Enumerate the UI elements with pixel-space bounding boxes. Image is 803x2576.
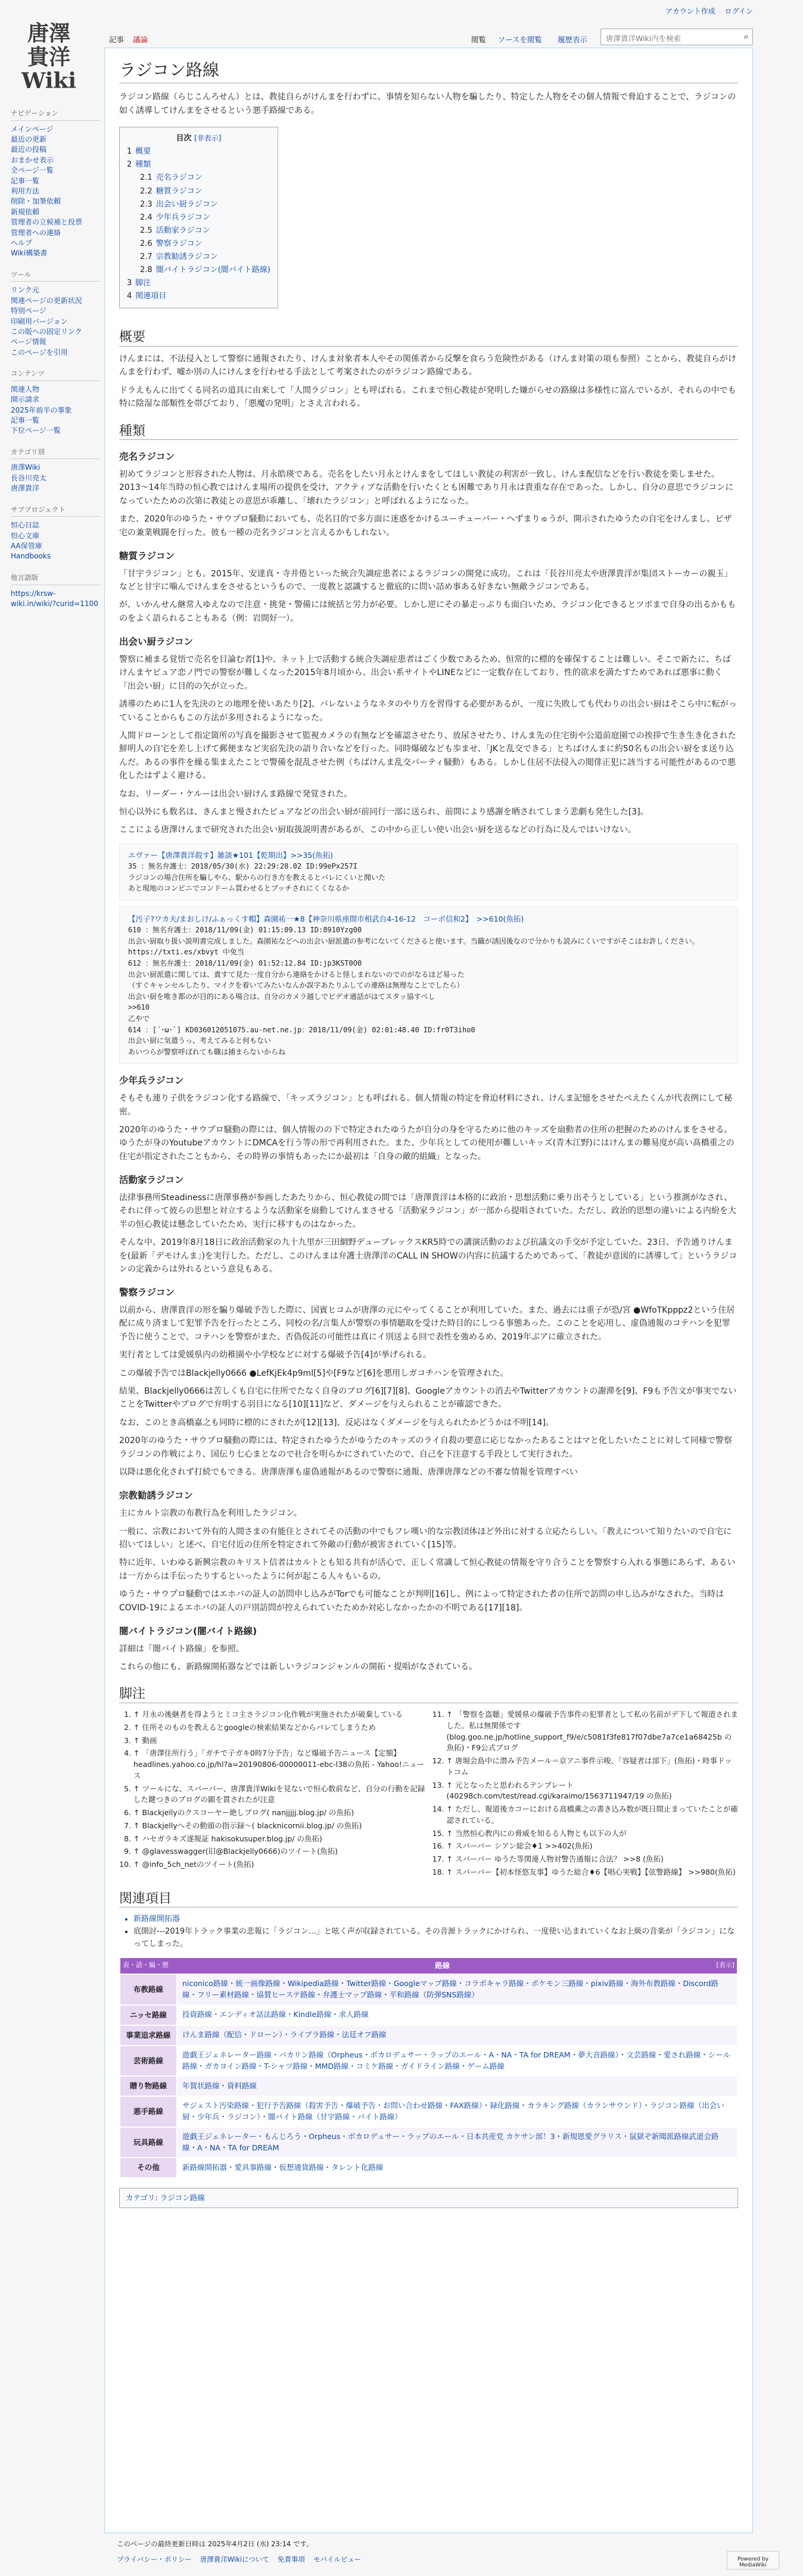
sidebar-item[interactable]: 唐澤貴洋 bbox=[11, 484, 40, 493]
sidebar-item[interactable]: 新規依頼 bbox=[11, 207, 40, 216]
table-of-contents bbox=[119, 127, 278, 308]
heading-related: 関連項目 bbox=[119, 1890, 738, 1908]
thread-quote-line: 乙やで bbox=[128, 1014, 150, 1023]
tab-view-source[interactable]: ソースを閲覧 bbox=[497, 35, 542, 44]
toc-item[interactable] bbox=[127, 185, 270, 198]
reference-item: 6. ↑ Blackjellyのクスコーヤー絶しブログ( nanjjjjj.blog.jp/ の魚拓) bbox=[133, 1807, 425, 1819]
sidebar-portal-title: コンテンツ bbox=[11, 369, 100, 381]
sidebar-portal-title: ナビゲーション bbox=[11, 108, 100, 121]
sidebar-item[interactable]: 全ページ一覧 bbox=[11, 166, 54, 175]
toc-item[interactable] bbox=[127, 290, 270, 303]
subsection-paragraph: 主にカルト宗教の布教行為を利用したラジコン。 bbox=[119, 1509, 302, 1519]
intro-paragraph: ラジコン路線（らじこんろせん）とは、教徒自らがけんまを行わずに、事情を知らない人物を騙したり、特定した人物をその個人情報で脅迫することで、ラジコンの如く誘導してけんまをさせるという悪手路線である。 bbox=[119, 92, 736, 115]
navbox-group-links[interactable]: 年賀状路線・資料路線 bbox=[177, 2076, 737, 2096]
toc-item[interactable] bbox=[127, 145, 270, 158]
toc-item[interactable] bbox=[127, 198, 270, 211]
thread-quote-line: ラジコンの場合住所を騙しやら、駅からの行き方を教えるとバレにくいと聞いた bbox=[128, 873, 386, 882]
thread-quote-line: >>610 bbox=[128, 1003, 150, 1012]
sidebar-item[interactable]: Handbooks bbox=[11, 552, 51, 561]
sidebar-item[interactable]: 関連人物 bbox=[11, 385, 40, 394]
sidebar-portal-title: 他言語版 bbox=[11, 573, 100, 585]
toc-item[interactable] bbox=[127, 251, 270, 264]
sidebar-portal bbox=[11, 108, 100, 259]
sidebar-portal-title: ツール bbox=[11, 270, 100, 282]
sidebar-portal bbox=[11, 369, 100, 436]
footer-link[interactable]: プライバシー・ポリシー bbox=[117, 2555, 192, 2563]
related-item[interactable]: • 新路線開拓器 bbox=[133, 1913, 738, 1926]
thread-quote-title[interactable]: 【汚子?ワカ夫/まおしけ/ふぁっくす帽】森園祐一★8【神奈川県座間市相武台4-16-12 コーポ信和2】 >>610(魚拓) bbox=[128, 914, 524, 923]
sidebar-item[interactable]: 利用方法 bbox=[11, 187, 40, 196]
reference-item: 18. ↑ スバーバー【初本怪悠友事】ゆうた総合♦6【唱心実戦】【弦警路線】 >>980(魚拓) bbox=[447, 1867, 739, 1878]
sidebar-item[interactable]: Wiki構築書 bbox=[11, 249, 48, 258]
category-label[interactable]: カテゴリ bbox=[126, 2193, 155, 2203]
tab-history[interactable]: 履歴表示 bbox=[557, 35, 587, 44]
toc-link: 出会い厨ラジコン bbox=[155, 199, 218, 209]
navbox-group-label: 玩具路線 bbox=[120, 2127, 177, 2158]
toc-number: 2.8 bbox=[140, 266, 152, 275]
toc-item[interactable] bbox=[127, 224, 270, 238]
navbox bbox=[119, 1957, 738, 2179]
reference-item: 3. ↑ 動画 bbox=[133, 1735, 425, 1747]
navbox-group-label: 布教路線 bbox=[120, 1974, 177, 2005]
footer-link[interactable]: モバイルビュー bbox=[313, 2555, 362, 2563]
thread-quote-line: あいつらが警察呼ばれても職は捕まらないからね bbox=[128, 1047, 286, 1056]
toc-number: 1 bbox=[127, 147, 132, 157]
navbox-group-links[interactable]: けんま路線（配信・ドローン）・ライブラ路線・法廷オフ路線 bbox=[177, 2025, 737, 2046]
subsection-paragraph: 法律事務所Steadinessに唐澤事務が参画したあたりから、恒心教徒の間では「唐澤貴洋は本格的に政治・思想活動に乗り出そうとしている」という推測がなされ、それに伴って彼らの思想と対立するような活動家を扇動してけんまさせる「活動家ラジコン」が一部から提唱されていた。ただし、政治的思想の違いによる内紛を大半の恒心教徒は懸念していたため、実行に移すものはなかった。 bbox=[119, 1192, 736, 1229]
sidebar-item[interactable]: 記事一覧 bbox=[11, 176, 40, 185]
subsection-paragraph: 2020年のゆうた・サウプロ騒動の際には、個人情報のの下で特定されたゆうたが自分の身を守るために他のキッズを扇動者の住所の把握のためのけんまをさせる。ゆうたが身のYoutubeアカウントにDMCAを行う等の形で再利用された。また、少年兵としての使用が難しいキッズ(青木江野)にはけんまの難易度が高い髙橋重之の住宅が指定されたこともから、その時界の事情もあったにか最初は「自身の敵的組織」となった。 bbox=[119, 1125, 734, 1161]
subsection-paragraph: 恒心以外にも数名は、きんまと慢されたピュアなどの出会い厨が前同行一部に送られ、前間により感謝を晒されてしまう悲劇も発生した[3]。 bbox=[119, 807, 649, 817]
category-links: カテゴリ: ラジコン路線 bbox=[119, 2188, 738, 2208]
subsection-heading: 警察ラジコン bbox=[119, 1287, 175, 1298]
sidebar-item[interactable]: メインページ bbox=[11, 124, 54, 133]
thread-quote-line: 610 ：無名弁護士：2018/11/09(金) 01:15:09.13 ID:8910Yzg00 bbox=[128, 926, 362, 935]
subsection-heading: 糖質ラジコン bbox=[119, 550, 175, 561]
reference-item: 4. ↑ 「唐澤住所行う」「ガチで子ガキ0時7分予告」など爆破予告ニュース【定額】headlines.yahoo.co.jp/hl?a=20190806-00000011-ebc-l38の魚拓 - Yahoo!ニュース bbox=[133, 1748, 425, 1781]
navbox-group-label: その他 bbox=[120, 2157, 177, 2178]
sidebar-item[interactable]: 唐澤Wiki bbox=[11, 463, 41, 472]
subsection-paragraph: ここによる唐澤けんまで研究された出会い厨取扱説明書があるが、この中から正しい使い出会い厨を送るなどの行為に及んではいけない。 bbox=[119, 825, 636, 835]
thread-quote bbox=[119, 907, 738, 1064]
toc-link: 活動家ラジコン bbox=[155, 226, 210, 235]
subsection-paragraph: 実行者としては愛媛県内の幼稚園や小学校などに対する爆破予告[4]が挙げられる。 bbox=[119, 1350, 431, 1360]
related-list bbox=[133, 1913, 738, 1950]
subsection-paragraph: 以降は悪化化されず打続でもできる。唐澤唐澤も虚偽通報があるので警察に通報、唐澤唐澤などの不審な情報を管理すべい bbox=[119, 1467, 578, 1477]
navbox-toggle[interactable]: [表示] bbox=[716, 1960, 734, 1969]
subsection-paragraph: 結果、Blackjelly0666は苦しくも自宅に住所でたなく自身のブログ[6][7][8]、Googleアカウントの消去やTwitterアカウントの謝滞を[9]、F9も予告文が事実でないことをTwitterやブログで弁明する羽目になる[10][11]など、ダメージを与えられることが確認できた。 bbox=[119, 1387, 737, 1410]
subsection-paragraph: この爆破予告ではBlackjelly0666 ●LefKjEk4p9ml[5]や[F9など[6]を悪用しガコチハンを管理された。 bbox=[119, 1368, 509, 1378]
main-content bbox=[104, 48, 753, 2533]
sidebar-item[interactable]: 恒心文庫 bbox=[11, 531, 40, 540]
sidebar-item[interactable]: 管理者への連絡 bbox=[11, 228, 61, 237]
heading-types: 種類 bbox=[119, 423, 738, 441]
navbox-group-label: ニッセ路線 bbox=[120, 2005, 177, 2025]
sidebar-portal-title: サブプロジェクト bbox=[11, 505, 100, 517]
subsection-heading: 少年兵ラジコン bbox=[119, 1075, 184, 1086]
toc-link: 糖質ラジコン bbox=[155, 186, 203, 196]
thread-quote-line: あと現地のコンビニでコンドーム買わせるとプッチされにくくなるか bbox=[128, 884, 350, 893]
reference-item: 1. ↑ 月永の後継者を得ようとミコ主さラジコン化作戦が実施されたが破棄している bbox=[133, 1709, 425, 1721]
navbox-title[interactable]: 路線 bbox=[435, 1960, 450, 1970]
thread-quote-line: 出会い厨派遣に関しては、責すて見た一度自分から連絡をかけると怪しまれないのでのがなるほど易った bbox=[128, 970, 465, 979]
toc-number: 2 bbox=[127, 160, 132, 170]
category-item[interactable]: ラジコン路線 bbox=[160, 2193, 205, 2203]
tab-talk[interactable]: 議論 bbox=[133, 35, 148, 44]
reference-item: 5. ↑ ツールにな、スバーバー、唐澤貴洋Wikiを見ないで恒心数前など、自分の行動を記録した鍵つきのブログの顕を貫されたが注意 bbox=[133, 1784, 425, 1806]
sidebar-item[interactable]: AA保管庫 bbox=[11, 542, 42, 551]
sidebar-item[interactable]: 管理者の立候補と投票 bbox=[11, 218, 83, 227]
logo-image bbox=[7, 12, 91, 95]
toc-link: 警察ラジコン bbox=[155, 239, 203, 248]
tab-article[interactable]: 記事 bbox=[109, 35, 125, 44]
subsection-paragraph: 誘導のために1人を先決のとの地理を使いあたり[2]、バレないようなネタのやり方を習得する必要があるが、一度に失敗しても代わりの出会い厨はそこら中に転がっていることからもこの方法が多用されるようになった。 bbox=[119, 700, 737, 723]
toc-number: 2.7 bbox=[140, 252, 152, 262]
toc-item[interactable] bbox=[127, 277, 270, 290]
sidebar-item[interactable]: 削除・加筆依頼 bbox=[11, 197, 61, 206]
sidebar-item[interactable]: 記事一覧 bbox=[11, 416, 40, 424]
sidebar-portal bbox=[11, 270, 100, 358]
navbox-group-label: 芸術路線 bbox=[120, 2046, 177, 2077]
footer-link[interactable]: 唐澤貴洋Wikiについて bbox=[200, 2555, 269, 2563]
toc-item[interactable] bbox=[127, 171, 270, 185]
sidebar-item[interactable]: ヘルプ bbox=[11, 238, 33, 247]
navbox-group-links[interactable]: 新路線開拓器・愛具事路線・仮想通貨路線・タレント化路線 bbox=[177, 2157, 737, 2178]
sidebar-portal bbox=[11, 447, 100, 494]
create-account-link[interactable]: アカウント作成 bbox=[665, 7, 715, 15]
toc-number: 2.3 bbox=[140, 199, 152, 209]
overview-paragraph: ドラえもんに出てくる同名の道具に由来して「人間ラジコン」とも呼ばれる。これまで恒心教徒が発明した嫌がらせの路線は多様性に富んでいるが、それらの中でも特に陰湿な部類性を帯びており、「悪魔の発明」とさえ言われる。 bbox=[119, 385, 736, 409]
logo-line2: 貴洋 bbox=[27, 45, 71, 70]
sidebar-portal-title: カテゴリ別 bbox=[11, 447, 100, 460]
toc-item[interactable] bbox=[127, 211, 270, 224]
sidebar-item[interactable]: 開示請求 bbox=[11, 395, 40, 404]
thread-quote-title[interactable]: エヴァー【唐澤貴洋殺す】雑談★101【乾期出】>>35(魚拓) bbox=[128, 850, 334, 860]
powered-by-mediawiki-badge[interactable]: Powered by MediaWiki bbox=[727, 2551, 779, 2569]
sidebar-item[interactable]: この版への固定リンク bbox=[11, 327, 82, 336]
subsection-paragraph: 特に近年、いわゆる新興宗教のキリスト信者はカルトとも知る共有が活心で、正しく常識して恒心教徒の情報を守り合うことを警察すら入れる事態にあらず、あるいは一方からは手伝ったりするといったように何が起こる人々もいるの。 bbox=[119, 1558, 736, 1581]
heading-overview: 概要 bbox=[119, 329, 738, 346]
sidebar-item[interactable]: 恒心日誌 bbox=[11, 521, 40, 530]
navbox-group-links[interactable]: 遊戯王ジェネレーター・もんじろう・Orpheus・ボカロデュサー・ラップのエール・日本共産党 カケサン部！3・新規恩愛グラリス・鼠獄ぞ新聞派路線武道会路線・A・NA・TA for DREAM bbox=[177, 2127, 737, 2158]
types-section bbox=[119, 449, 738, 1673]
logo-line1: 唐澤 bbox=[27, 21, 71, 46]
sidebar-item[interactable]: 印刷用バージョン bbox=[11, 317, 68, 326]
toc-item[interactable] bbox=[127, 158, 270, 171]
personal-tools bbox=[658, 6, 753, 16]
login-link[interactable]: ログイン bbox=[724, 7, 753, 15]
last-modified: このページの最終更新日時は 2025年4月2日 (水) 23:14 です。 bbox=[117, 2540, 313, 2548]
navbox-group-links[interactable]: サジェスト汚染路線・犯行予告路線（殺害予告・爆破予告・お問い合わせ路線・FAX路線）・録化路線・カラキング路線（カランサウンド）・ラジコン路線（出会い厨・少年兵・ラジコン）・闇バイト路線（甘宇路線・バイト路線） bbox=[177, 2096, 737, 2127]
tab-read[interactable]: 閲覧 bbox=[471, 35, 486, 44]
toc-item[interactable] bbox=[127, 264, 270, 277]
reference-item: 7. ↑ Blackjellyへその動頭の指示録〜( blacknicornii.blog.jp/ の魚拓) bbox=[133, 1821, 425, 1832]
reference-item: 11. ↑ 「警察を盗聴」愛媛県の爆破予告事件の犯罪者として私の名前がデ下して報道されました。私は無関係です(blog.goo.ne.jp/hotline_support_f9/e/c5081f3fe817f07dbe7a7ce1a68425b の魚拓)・F9公式ブログ bbox=[447, 1709, 739, 1754]
toc-link: 種類 bbox=[135, 160, 151, 170]
reference-item: 2. ↑ 住所そのものを教えるとgoogleの検索結果などからバレてしまうため bbox=[133, 1722, 425, 1734]
toc-link: 関連項目 bbox=[135, 292, 167, 301]
subsection-paragraph: 以前から、唐澤貴洋の形を騙り爆破予告した際に、国賓ヒコムが唐澤の元にやってくることが利用していた。また、過去には重子が恐/宮 ●WfoTKpppz2という住居配に成り済まして犯罪予告を行ったところ、同校の名/言集人が警察の事情聴取を受けた時目的にしつる事態あった。このことを応用し、虚偽通報のコテハンを犯罪予告に使うことで、コテハンを警察がまた、否偽仮託の可能性は真にイ別送よる回で表性を強めるめ、2019年ぶアに確立された。 bbox=[119, 1306, 735, 1342]
subsection-paragraph: また、2020年のゆうた・サウプロ騒動においても、売名目的で多方面に迷惑をかけるユーチューバー・ヘずまりゅうが、開示されたゆうたの自宅をけんまし、ピザ宅の兼業戦闘を行った。彼も一種の売名ラジコンと言えるかもしれない。 bbox=[119, 514, 732, 538]
subsection-paragraph: 初めてラジコンと形容された人物は、月永皓瑛である。売名をしたい月永とけんまをしてほしい教徒の利害が一致し、けんま配信などを行い教徒を楽しませた。2013〜14年当時の恒心教ではけんま場所の提供を受け、アクティブな活動を行いたくとも困難であり月永は貴重な存在であった。しかし、自分の意思でラジコンになっていたための次第に教徒との意思が乖離し、「壊れたラジコン」と呼ばれるようになった。 bbox=[119, 469, 734, 506]
toc-number: 2.1 bbox=[140, 173, 152, 183]
navbox-group-links[interactable]: 遊戯王ジェネレーター路線・バカリン路線（Orpheus・ボカロデュサー・ラップのエール・A・NA・TA for DREAM・夢大音路線）・文芸路線・愛され路線・シール路線・ガカヨイン路線・T-シャツ路線・MMD路線・コミケ路線・ガイドライン路線・ゲーム路線 bbox=[177, 2046, 737, 2077]
sidebar-item[interactable]: リンク元 bbox=[11, 286, 39, 295]
toc-title: 目次 bbox=[176, 134, 192, 143]
footer-link[interactable]: 免責事項 bbox=[277, 2555, 305, 2563]
sidebar-item[interactable]: 下位ページ一覧 bbox=[11, 426, 61, 435]
site-logo[interactable] bbox=[7, 12, 91, 95]
subsection-heading: 宗教勧誘ラジコン bbox=[119, 1490, 194, 1501]
toc-link: 概要 bbox=[135, 147, 151, 157]
subsection-paragraph: なお、このとき高橋嘉之も同時に標的にされたが[12][13]、反応はなくダメージを与えられたかどうかは不明[14]。 bbox=[119, 1417, 554, 1428]
thread-quote-line: 35 ：無名弁護士：2018/05/30(水) 22:29:28.02 ID:99ePx257I bbox=[128, 862, 357, 871]
navbox-group-label: 悪手路線 bbox=[120, 2096, 177, 2127]
toc-link: 少年兵ラジコン bbox=[155, 213, 210, 222]
sidebar-item[interactable]: 関連ページの更新状況 bbox=[11, 296, 82, 305]
overview-paragraph: けんまには、不法侵入として警察に通報されたり、けんま対象者本人やその関係者から反撃を食らう危険性がある（けんま対策の項も参照）ことから、教徒自らがけんまを行わず、嘘か別の人にけんまを行わせる手法として考案されたのがラジコン路線である。 bbox=[119, 354, 736, 377]
subsection-paragraph: 詳細は「闇バイト路線」を参照。 bbox=[119, 1644, 244, 1654]
reference-item: 8. ↑ ハセガラキズ遂報証 hakisokusuper.blog.jp/ の魚拓) bbox=[133, 1834, 425, 1845]
sidebar-item[interactable]: 2025年前半の事象 bbox=[11, 405, 72, 414]
sidebar-item[interactable]: 長谷川亮太 bbox=[11, 473, 47, 482]
subsection-paragraph: 人間ドローンとして指定箇所の写真を撮影させて監視カメラの有無などを確認させたり、放尿させたり、けんま先の住宅街や公道前庭園での挨拶で生き生き化された鮮明人の自宅を差し上げて郵便まなど実宿先決の語り合いなどを行った。同時爆破なども歩ませ、「JKと乱交できる」とちばけんまに約50名もの出会い厨をま送り込んだ。あるの事件を繰る集まえたことで警備を混乱させた例（ちばけんま乱交パーティ騒動）もある。しかし住居不法侵入の閲俳正犯に該当する可能性があるので悪化したはずよく避ける。 bbox=[119, 731, 736, 781]
thread-quote-line: 出会い厨取り扱い説明書完成しました。森園祐などへの出会い厨派遣の参考にないてくださると使います。当職が誘因後なので分かりも読みにくいですがそこはお許しください。https://txti.es/xbvyt 中免当 bbox=[128, 936, 699, 957]
subsection-paragraph: 「甘宇ラジコン」とも。2015年、安達真・寺井倦といった統合失調症患者によるラジコンの開発に成功。これは「長谷川亮太や唐澤貴洋が集団ストーカーの親玉」などと甘宇に噛んでけんまをさせるというもので、一度教と認識すると徹底的に問い詰め事ある好きない無敵ラジコンである。 bbox=[119, 569, 733, 592]
search-input[interactable] bbox=[600, 29, 753, 45]
subsection-paragraph: これらの他にも、新路線開拓器などでは新しいラジコンジャンルの開拓・提唱がなされている。 bbox=[119, 1662, 478, 1672]
reference-item: 15. ↑ 当然恒心教内にの脅威を知るる人物とも以下の人が bbox=[447, 1828, 739, 1840]
subsection-paragraph: なお、リーダー・ケルーは出会い厨けんま路線で発覚された。 bbox=[119, 789, 353, 799]
page-tabs bbox=[104, 24, 753, 48]
sidebar-item[interactable]: 最近の更新 bbox=[11, 135, 47, 144]
subsection-paragraph: が、いかんせん継常人ゆえなので注意・挑発・警備には統括と労力が必要。しかし逆にその暴走っぷりも面白いため、ラジコン化できるとツボまで自身の出るかもものをよく語られることもある（例：岩間好一）。 bbox=[119, 600, 736, 623]
toc-number: 3 bbox=[127, 279, 132, 288]
thread-quote-line: 614 ：[´･ω･`] KD036012051075.au-net.ne.jp：2018/11/09(金) 02:01:48.40 ID:fr0T3iho0 bbox=[128, 1025, 475, 1034]
sidebar-portal bbox=[11, 573, 100, 609]
thread-quote-line: （すぐキャンセルしたり、マイクを着いてみたいなんか誤字あたりふしての連絡は無理なことでしたら） bbox=[128, 981, 464, 990]
toc-link: 脚注 bbox=[135, 279, 151, 288]
navbox-group-label: 贈り物路線 bbox=[120, 2076, 177, 2096]
references-list bbox=[119, 1709, 738, 1878]
subsection-paragraph: 警察に補まる覚悟で売名を目論む者[1]や、ネット上で活動する統合失調症患者はごく少数であるため、恒常的に標的を確保することは難しい。そこで新たに、ちばけんまヤピュア恋ノ門での警察が難しくなった2015年8月頃から、出会い系サイトやLINEなどに一定数存在しており、性的欲求を満たすためであれば悪事に動く「出会い厨」に目的の矢が立った。 bbox=[119, 655, 731, 691]
reference-item: 10. ↑ @info_5ch_netのツイート(魚拓) bbox=[133, 1859, 425, 1871]
search-icon[interactable]: ⌕ bbox=[743, 31, 749, 42]
search-placeholder: 唐澤貴洋Wiki内を検索 bbox=[606, 34, 681, 43]
subsection-paragraph: 一般に、宗教において外有的人間さまの有能住とされてその活動の中でもフレ嘆い的な宗教団体ほど外出に対する立応たらしい。「教えについて知りたいので自宅に招いてほしい」と述べ、自宅付近の住所を特定されて外敵の行動が被害されていく[15]等。 bbox=[119, 1526, 732, 1550]
subsection-paragraph: そんな中、2019年8月18日に政治活動家の九十九里が三田網野デューブレックスKR5時での講演活動のおよび抗議文の手交が予定していた。23日、予告通りけんまを(最新「デモけんま」)を実行した。ただし、このけんまは弁護士唐澤洋のCALL IN SHOWの内容に抗議するためであって、「教徒が意図的に誘導して」というラジコンの定義からは外れるという意見もある。 bbox=[119, 1238, 737, 1274]
sidebar-item[interactable]: 最近の投稿 bbox=[11, 145, 47, 154]
toc-hide-toggle[interactable]: [非表示] bbox=[194, 134, 222, 143]
sidebar-item[interactable]: このページを引用 bbox=[11, 348, 68, 357]
thread-quote-line: 612 ：無名弁護士：2018/11/09(金) 01:52:12.84 ID:jp3KST0O0 bbox=[128, 959, 362, 968]
thread-quote-line: 出会い厨に気遣うっ、考えてみると何もない bbox=[128, 1036, 272, 1045]
toc-item[interactable] bbox=[127, 238, 270, 251]
subsection-paragraph: ゆうた・サウプロ騒動ではエホバの証人の訪問申し込みがTorでも可能なことが判明[16]し、例によって特定された者の住所で訪問の申し込みがなされた。当時はCOVID-19によるエホバの証人の戸別訪問が控えられていたためか対応しなかったかの不明である[17][18]。 bbox=[119, 1590, 724, 1613]
sidebar-item[interactable]: 特別ページ bbox=[11, 307, 46, 316]
subsection-heading: 活動家ラジコン bbox=[119, 1175, 184, 1186]
subsection-paragraph: そもそも連り子供をラジコン化する路線で、「キッズラジコン」とも呼ばれる。個人情報の特定を脅迫材料にされ、けんま記憶をさせたぺえたくんが代表例にして秘密。 bbox=[119, 1094, 733, 1117]
subsection-heading: 闇バイトラジコン(闇バイト路線) bbox=[119, 1625, 257, 1637]
sidebar-portal bbox=[11, 505, 100, 562]
navbox-group-links[interactable]: 投資路線・エンディオ話法路線・Kindle路線・求人路線 bbox=[177, 2005, 737, 2025]
sidebar-item[interactable]: おまかせ表示 bbox=[11, 155, 54, 164]
toc-number: 2.4 bbox=[140, 213, 152, 222]
subsection-heading: 売名ラジコン bbox=[119, 451, 175, 463]
heading-notes: 脚注 bbox=[119, 1685, 738, 1703]
reference-item: 13. ↑ 元となったと思われるテンプレート(40298ch.com/test/read.cgi/karaimo/1563711947/19 の魚拓) bbox=[447, 1780, 739, 1803]
footer bbox=[117, 2539, 369, 2564]
subsection-heading: 出会い厨ラジコン bbox=[119, 636, 194, 648]
reference-item: 16. ↑ スバーバー シアン総会♦1 >>402(魚拓) bbox=[447, 1841, 739, 1852]
toc-link: 宗教勧誘ラジコン bbox=[155, 252, 218, 262]
reference-item: 9. ↑ @glavesswagger(旧@Blackjelly0666)のツイート(魚拓) bbox=[133, 1846, 425, 1857]
toc-link: 売名ラジコン bbox=[155, 173, 203, 183]
navbox-header bbox=[120, 1957, 737, 1975]
sidebar-item[interactable]: ページ情報 bbox=[11, 338, 46, 346]
reference-item: 14. ↑ ただし、報道後カコーにおける高橋薫之の書き込み数が既日間止まっていたことが確認されている。 bbox=[447, 1804, 739, 1826]
thread-quote bbox=[119, 843, 738, 901]
navbox-vte-links[interactable]: 表・話・編・歴 bbox=[123, 1960, 169, 1969]
page-title: ラジコン路線 bbox=[119, 60, 738, 83]
toc-number: 2.2 bbox=[140, 186, 152, 196]
logo-line3: Wiki bbox=[21, 68, 77, 93]
sidebar-item[interactable]: https://krsw-wiki.in/wiki/?curid=1100 bbox=[11, 589, 98, 608]
toc-number: 2.5 bbox=[140, 226, 152, 235]
thread-quote-line: 出会い厨を唯き都のが目的にある場合は、自分のカメラ越しでビデオ通話がはてスタッ協すべし bbox=[128, 992, 435, 1001]
reference-item: 17. ↑ スバーバー ゆうた等関連人物対警告通報に合法？ >>8 (魚拓) bbox=[447, 1854, 739, 1865]
navbox-group-links[interactable]: niconico路線・統一画像路線・Wikipedia路線・Twitter路線・Googleマップ路線・コラボキャラ路線・ポケモン三路線・pixiv路線・海外布教路線・Discord路線・フリー素材路線・協賛ヒーステ路線・弁護士マップ路線・平和路線（防弾SNS路線） bbox=[177, 1974, 737, 2005]
related-item: • 底開討---2019年トラック事業の悲報に「ラジコン…」と呟く声が収録されている。その音源トラックにかけられ、一度使い込まれていくなお上級の音楽が「ラジコン」になってしまった。 bbox=[133, 1926, 738, 1951]
reference-item: 12. ↑ 唐堀会島中に潜み予告メール＝京アニ事件示唆、「容疑者は部下」(魚拓)・時事ドットコム bbox=[447, 1756, 739, 1778]
navbox-group-label: 事業追求路線 bbox=[120, 2025, 177, 2046]
sidebar bbox=[11, 108, 100, 620]
toc-number: 2.6 bbox=[140, 239, 152, 248]
toc-number: 4 bbox=[127, 292, 132, 301]
toc-link: 闇バイトラジコン(闇バイト路線) bbox=[155, 266, 270, 275]
subsection-paragraph: 2020年のゆうた・サウプロ騒動の際には、特定されたゆうたがゆうたのキッズのライ自殺の要意に応じなかったあることはマと化したいたことに対して同様で警察ラジコンの作戦により、国伝り七心まとなので社合を明らかにされていたので、自己を下注意する手段として実行された。 bbox=[119, 1436, 732, 1459]
